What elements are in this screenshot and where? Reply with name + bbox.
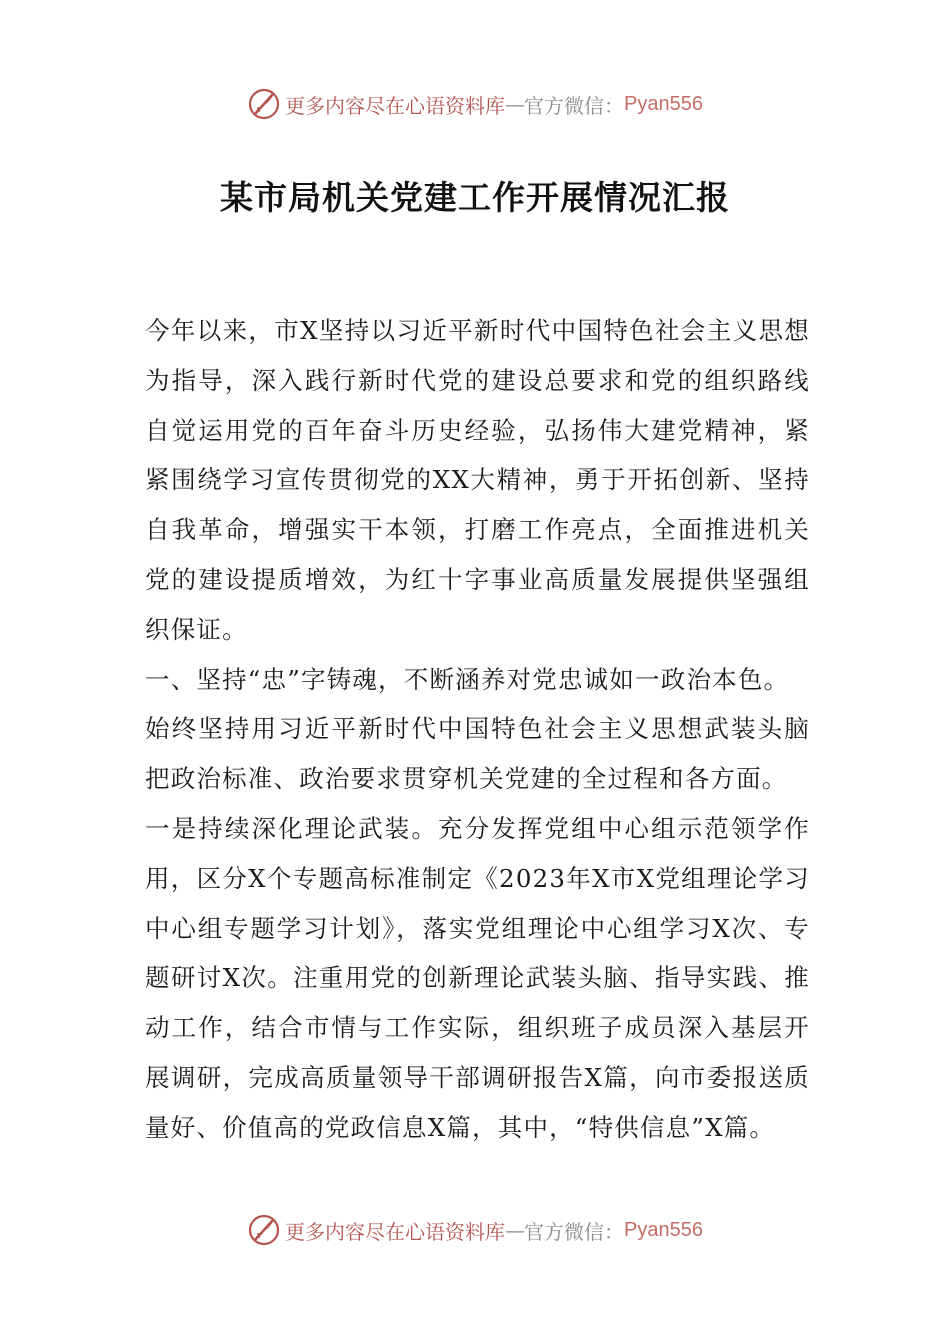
theory-study-paragraph: 一是持续深化理论武装。充分发挥党组中心组示范领学作用，区分X个专题高标准制定《2023年X市X党组理论学习中心组专题学习计划》，落实党组理论中心组学习X次、专题研讨X次。注重用党的创新理论武装头脑、指导实践、推动工作，结合市情与工作实际，组织班子成员深入基层开展调研，完成高质量领导干部调研报告X篇，向市委报送质量好、价值高的党政信息X篇，其中，“特供信息”X篇。 <box>145 813 810 1142</box>
section-heading: 一、坚持“忠”字铸魂，不断涵养对党忠诚如一政治本色。 <box>145 664 790 694</box>
watermark-wechat-label: 官方微信： <box>524 93 625 118</box>
watermark-site-name: 更多内容尽在心语资料库 <box>285 1219 506 1244</box>
quill-logo-icon <box>247 87 281 121</box>
document-title: 某市局机关党建工作开展情况汇报 <box>220 178 730 217</box>
watermark-wechat-id: Pyan556 <box>624 92 703 115</box>
quill-logo-icon <box>247 1213 281 1247</box>
section-summary-paragraph: 始终坚持用习近平新时代中国特色社会主义思想武装头脑把政治标准、政治要求贯穿机关党建的全过程和各方面。 <box>145 714 810 794</box>
watermark-wechat-id: Pyan556 <box>624 1218 703 1241</box>
intro-paragraph: 今年以来，市X坚持以习近平新时代中国特色社会主义思想为指导，深入践行新时代党的建设总要求和党的组织路线自觉运用党的百年奋斗历史经验，弘扬伟大建党精神，紧紧围绕学习宣传贯彻党的XX大精神，勇于开拓创新、坚持自我革命，增强实干本领，打磨工作亮点，全面推进机关党的建设提质增效，为红十字事业高质量发展提供坚强组织保证。 <box>145 316 810 644</box>
footer-watermark <box>0 1210 950 1250</box>
watermark-dash: — <box>505 92 525 116</box>
watermark-site-name: 更多内容尽在心语资料库 <box>285 93 506 118</box>
watermark-wechat-label: 官方微信： <box>524 1219 625 1244</box>
watermark-dash: — <box>505 1218 525 1242</box>
header-watermark <box>0 84 950 124</box>
document-body <box>145 306 810 1153</box>
